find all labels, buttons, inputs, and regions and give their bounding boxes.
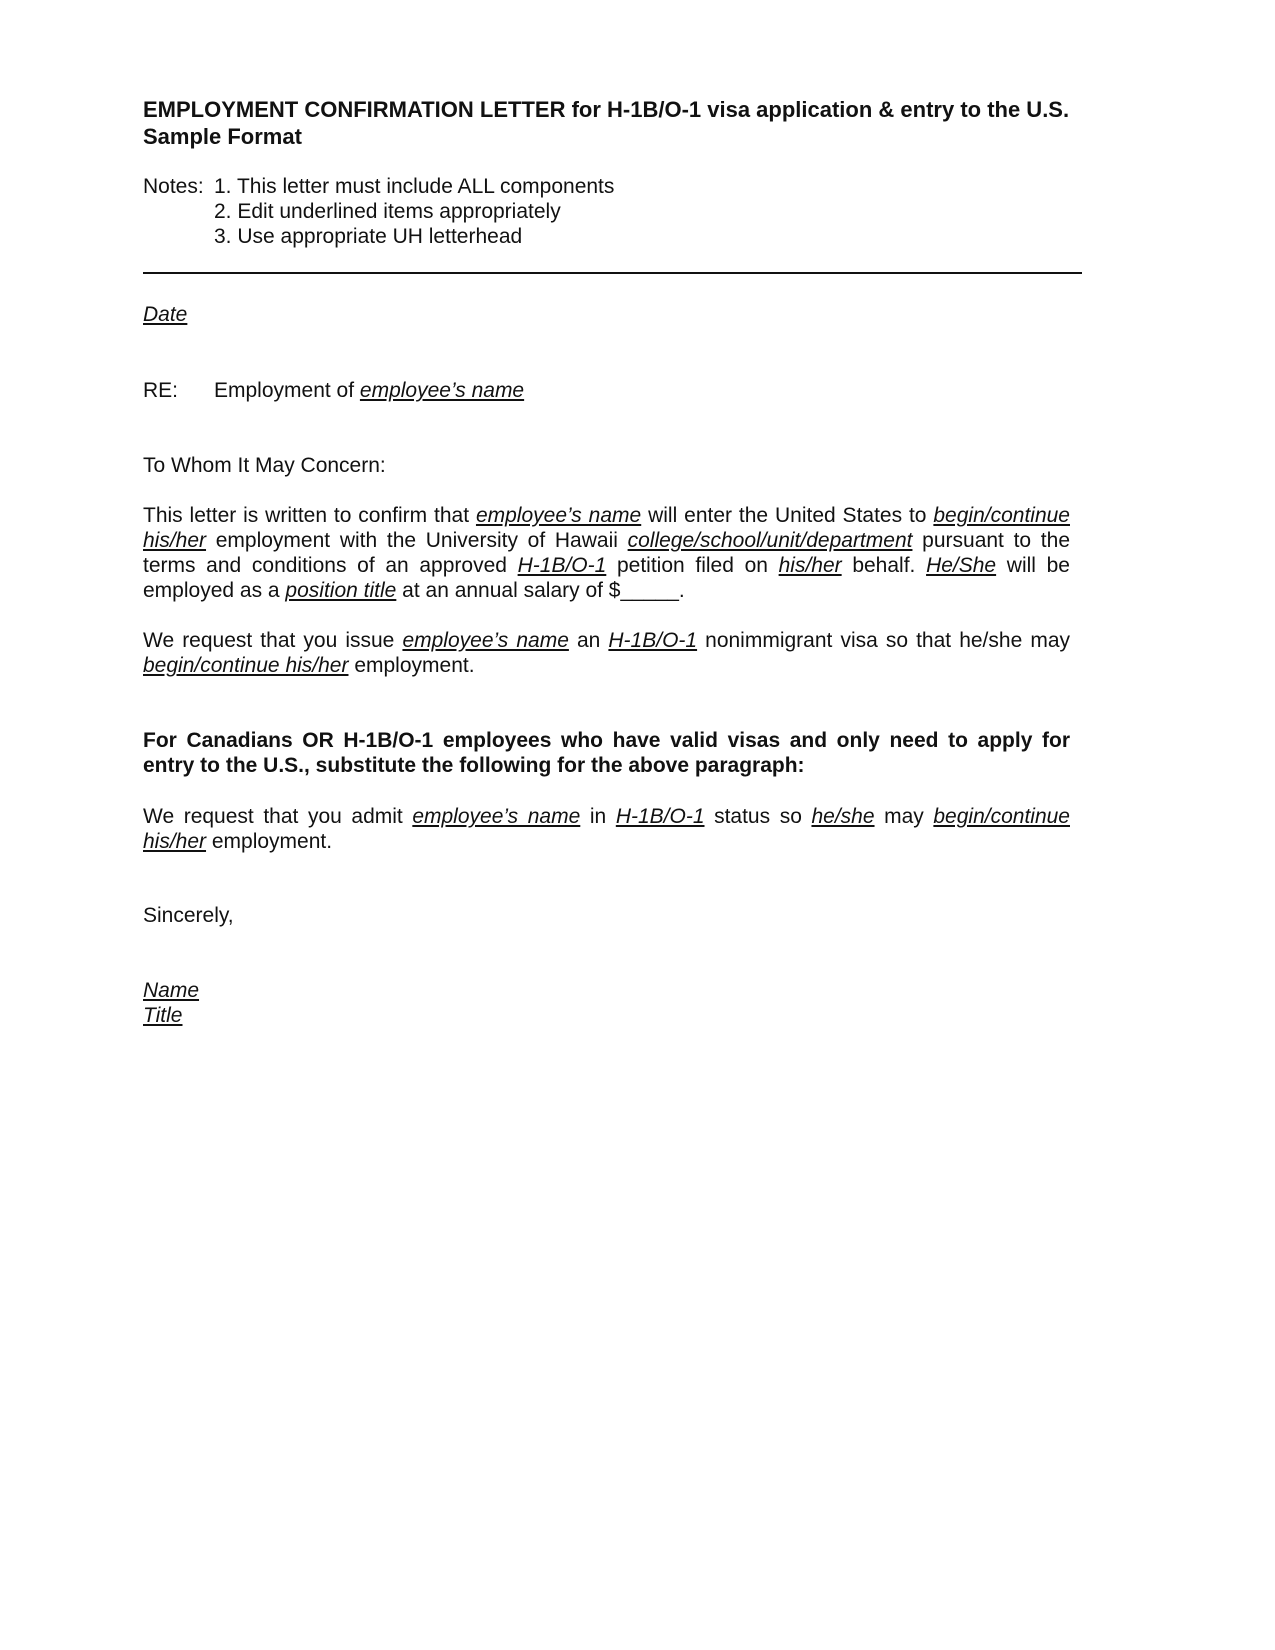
re-label: RE:	[143, 379, 179, 402]
salutation: To Whom It May Concern:	[143, 454, 386, 477]
signature-title: Title	[143, 1004, 183, 1027]
note-item: 1. This letter must include ALL components	[214, 175, 615, 198]
document-header	[143, 96, 1070, 249]
notes-block	[143, 174, 1070, 249]
paragraph-3: We request that you admit employee’s name in H-1B/O-1 status so he/she may begin/continue his/her employment.	[143, 805, 1070, 853]
divider	[143, 272, 1082, 274]
notes-label: Notes:	[143, 175, 204, 198]
paragraph-2: We request that you issue employee’s name an H-1B/O-1 nonimmigrant visa so that he/she may begin/continue his/her employment.	[143, 629, 1070, 677]
canadian-heading: For Canadians OR H-1B/O-1 employees who have valid visas and only need to apply for entry to the U.S., substitute the following for the above paragraph:	[143, 729, 1070, 777]
closing: Sincerely,	[143, 904, 234, 927]
signature-block	[143, 978, 1070, 1028]
note-item: 3. Use appropriate UH letterhead	[214, 225, 523, 248]
re-line: RE: Employment of employee’s name	[143, 379, 525, 402]
document-title: EMPLOYMENT CONFIRMATION LETTER for H-1B/O-1 visa application & entry to the U.S.	[143, 97, 1070, 122]
signature-name: Name	[143, 979, 200, 1002]
employee-name-field: employee’s name	[359, 379, 525, 402]
document-subtitle: Sample Format	[143, 124, 302, 149]
note-item: 2. Edit underlined items appropriately	[214, 200, 561, 223]
paragraph-1: This letter is written to confirm that employee’s name will enter the United States to begin/continue his/her employment with the University of Hawaii college/school/unit/department pursuant to the terms and conditions of an approved H-1B/O-1 petition filed on his/her behalf. He/She will be employed as a position title at an annual salary of $_____.	[143, 504, 1070, 602]
date-field: Date	[143, 303, 188, 326]
